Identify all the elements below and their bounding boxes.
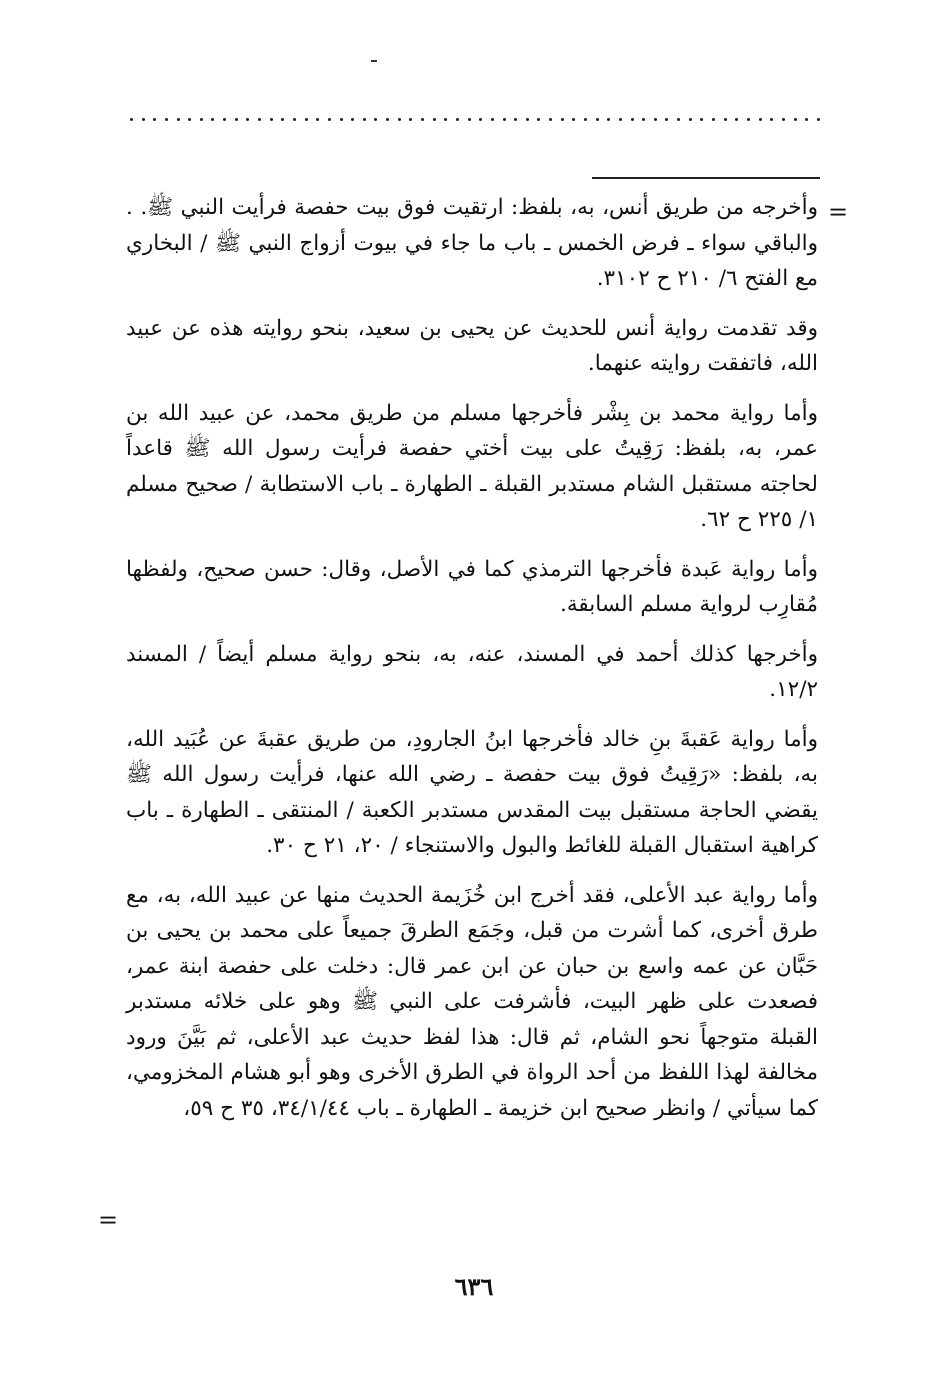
footnote-paragraph-5: وأخرجها كذلك أحمد في المسند، عنه، به، بنحو رواية مسلم أيضاً / المسند ١٢/٢. [126,641,818,702]
footnote-text [126,190,818,1140]
footnote-paragraph-4: وأما رواية عَبدة فأخرجها الترمذي كما في الأصل، وقال: حسن صحيح، ولفظها مُقارِب لرواية مسلم السابقة. [126,556,818,617]
footnote-paragraph-1: وأخرجه من طريق أنس، به، بلفظ: ارتقيت فوق بيت حفصة فرأيت النبي ﷺ. . والباقي سواء ـ فرض الخمس ـ باب ما جاء في بيوت أزواج النبي ﷺ / البخاري مع الفتح ٦/ ٢١٠ ح ٣١٠٢. [126,195,818,291]
footnote-paragraph-3: وأما رواية محمد بن بِشْر فأخرجها مسلم من طريق محمد، عن عبيد الله بن عمر، به، بلفظ: رَقِيتُ على بيت أختي حفصة فرأيت رسول الله ﷺ قاعداً لحاجته مستقبل الشام مستدبر القبلة ـ الطهارة ـ باب الاستطابة / صحيح مسلم ١/ ٢٢٥ ح ٦٢. [126,400,818,532]
footnote-paragraph-2: وقد تقدمت رواية أنس للحديث عن يحيى بن سعيد، بنحو روايته هذه عن عبيد الله، فاتفقت روايته عنهما. [126,315,818,376]
scan-mark [371,60,377,62]
footnote-paragraph-7: وأما رواية عبد الأعلى، فقد أخرج ابن خُزَيمة الحديث منها عن عبيد الله، به، مع طرق أخرى، كما أشرت من قبل، وجَمَع الطرقَ جميعاً على محمد بن يحيى بن حَبَّان عن عمه واسع بن حبان عن ابن عمر قال: دخلت على حفصة ابنة عمر، فصعدت على ظهر البيت، فأشرفت على النبي ﷺ وهو على خلائه مستدبر القبلة متوجهاً نحو الشام، ثم قال: هذا لفظ حديث عبد الأعلى، ثم بَيَّنَ ورود مخالفة لهذا اللفظ من أحد الرواة في الطرق الأخرى وهو أبو هشام المخزومي، كما سيأتي / وانظر صحيح ابن خزيمة ـ الطهارة ـ باب ٣٤/١/٤٤، ٣٥ ح ٥٩، [126,882,818,1121]
continuation-end-mark: = [98,1206,119,1234]
continuation-mark: = [828,198,849,226]
footnote-rule [592,177,820,179]
page-number: ٦٣٦ [454,1272,494,1301]
dotted-separator [130,112,820,126]
footnote-paragraph-6: وأما رواية عَقبةَ بنِ خالد فأخرجها ابنُ الجارودِ، من طريق عقبةَ عن عُبَيد الله، به، بلفظ: «رَقِيتُ فوق بيت حفصة ـ رضي الله عنها، فرأيت رسول الله ﷺ يقضي الحاجة مستقبل بيت المقدس مستدبر الكعبة / المنتقى ـ الطهارة ـ باب كراهية استقبال القبلة للغائط والبول والاستنجاء / ٢٠، ٢١ ح ٣٠. [126,726,818,858]
